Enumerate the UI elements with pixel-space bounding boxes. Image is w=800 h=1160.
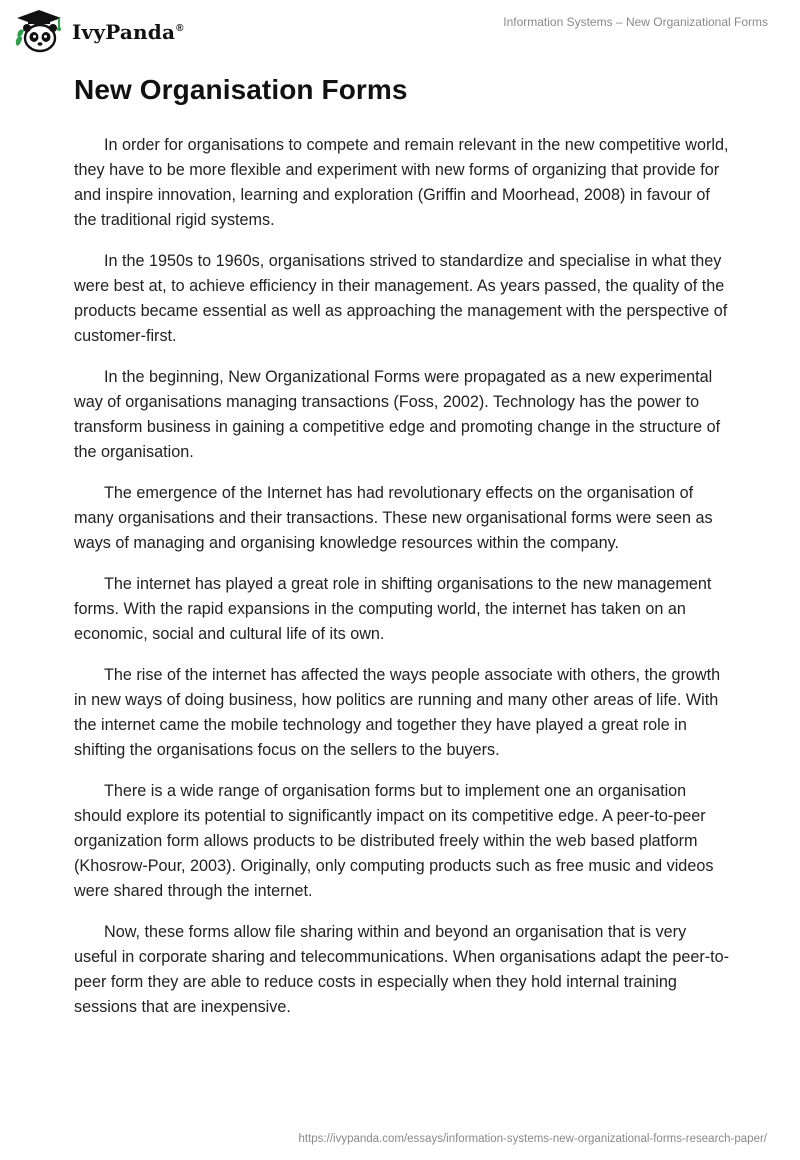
paragraph: There is a wide range of organisation forms but to implement one an organisation should explore its potential to significantly impact on its competitive edge. A peer-to-peer organization form allows products to be distributed freely within the web based platform (Khosrow-Pour, 2003). Originally, only computing products such as free music and videos were shared through the internet. [74, 782, 714, 900]
paragraph: The rise of the internet has affected the ways people associate with others, the growth in new ways of doing business, how politics are running and many other areas of life. With the internet came the mobile technology and together they have played a great role in shifting the organisations focus on the sellers to the buyers. [74, 666, 721, 759]
panda-graduate-icon [14, 8, 64, 54]
source-url[interactable]: https://ivypanda.com/essays/information-systems-new-organizational-forms-research-paper/ [298, 1133, 767, 1145]
logo-text: IvyPanda® [72, 20, 184, 44]
paragraph: In the beginning, New Organizational Forms were propagated as a new experimental way of organisations managing transactions (Foss, 2002). Technology has the power to transform business in gaining a competitive edge and promoting change in the structure of the organisation. [74, 368, 721, 461]
ivypanda-logo[interactable] [14, 8, 184, 54]
page-title: New Organisation Forms [74, 74, 408, 105]
page-header [0, 0, 800, 60]
registered-mark: ® [176, 23, 184, 35]
paragraph: In order for organisations to compete and remain relevant in the new competitive world, they have to be more flexible and experiment with new forms of organizing that provide for and inspire innovation, learning and exploration (Griffin and Moorhead, 2008) in favour of the traditional rigid systems. [74, 136, 729, 229]
paragraph: Now, these forms allow file sharing within and beyond an organisation that is very useful in corporate sharing and telecommunications. When organisations adapt the peer-to-peer form they are able to reduce costs in especially when they hold internal training sessions that are inexpensive. [74, 923, 730, 1016]
paragraph: The internet has played a great role in shifting organisations to the new management forms. With the rapid expansions in the computing world, the internet has taken on an economic, social and cultural life of its own. [74, 575, 712, 643]
paragraph: In the 1950s to 1960s, organisations strived to standardize and specialise in what they were best at, to achieve efficiency in their management. As years passed, the quality of the products became essential as well as approaching the management with the perspective of customer-first. [74, 252, 728, 345]
document-title: Information Systems – New Organizational Forms [503, 15, 768, 29]
essay-body [74, 133, 730, 1036]
paragraph: The emergence of the Internet has had revolutionary effects on the organisation of many organisations and their transactions. These new organisational forms were seen as ways of managing and organising knowledge resources within the company. [74, 484, 713, 552]
